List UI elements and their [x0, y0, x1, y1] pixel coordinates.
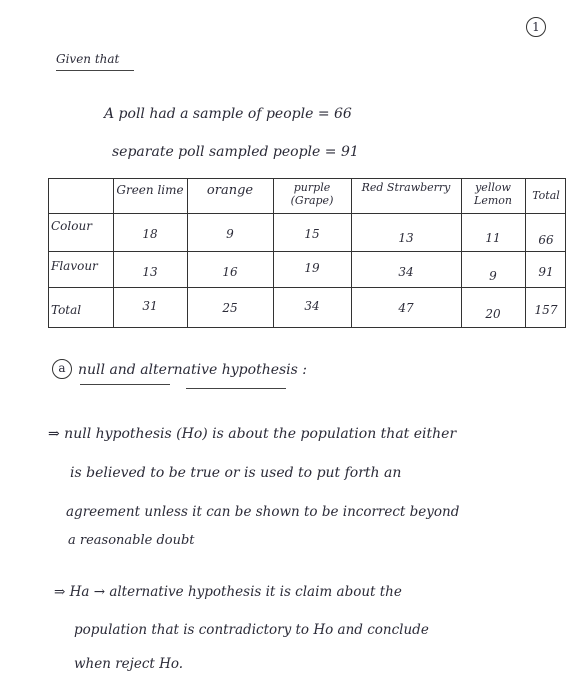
cell: 91	[538, 265, 554, 279]
table-vline	[351, 179, 352, 327]
alt-line-1: ⇒ Ha → alternative hypothesis it is claim about the	[54, 584, 402, 600]
table-hline	[49, 251, 565, 252]
alt-line-2: population that is contradictory to Ho and conclude	[74, 622, 429, 638]
header-orange: orange	[206, 183, 254, 198]
row-label-flavour: Flavour	[51, 259, 98, 273]
table-vline	[113, 179, 114, 327]
cell: 13	[398, 231, 414, 245]
cell: 66	[538, 233, 554, 247]
null-line-3: agreement unless it can be shown to be incorrect beyond	[66, 504, 460, 520]
table-hline	[49, 213, 565, 214]
part-a-heading: null and alternative hypothesis :	[78, 362, 308, 378]
part-a-underline	[80, 384, 170, 385]
part-a-marker: a	[52, 359, 72, 379]
header-green-lime: Green lime	[116, 183, 184, 197]
cell: 19	[304, 261, 320, 275]
null-line-1: ⇒ null hypothesis (Ho) is about the population that either	[48, 426, 457, 442]
table-vline	[525, 179, 526, 327]
given-line-1: A poll had a sample of people = 66	[104, 106, 352, 122]
given-heading-underline	[56, 70, 134, 71]
table-vline	[461, 179, 462, 327]
cell: 13	[142, 265, 158, 279]
table-hline	[49, 287, 565, 288]
page-number: 1	[526, 17, 546, 37]
given-heading: Given that	[56, 52, 120, 66]
row-label-total: Total	[51, 303, 82, 317]
cell: 9	[226, 227, 234, 241]
null-line-2: is believed to be true or is used to put forth an	[70, 465, 402, 481]
row-label-colour: Colour	[51, 219, 92, 233]
cell: 25	[222, 301, 238, 315]
data-table	[48, 178, 566, 328]
cell: 9	[489, 269, 497, 283]
cell: 15	[304, 227, 320, 241]
cell: 11	[485, 231, 501, 245]
cell: 157	[534, 303, 558, 317]
part-a-underline	[186, 388, 286, 389]
cell: 31	[142, 299, 158, 313]
given-line-2: separate poll sampled people = 91	[112, 144, 359, 160]
header-total: Total	[532, 189, 560, 202]
cell: 16	[222, 265, 238, 279]
cell: 47	[398, 301, 414, 315]
cell: 34	[304, 299, 320, 313]
table-vline	[273, 179, 274, 327]
header-red-strawberry: Red Strawberry	[361, 181, 451, 194]
cell: 34	[398, 265, 414, 279]
header-purple-grape: purple (Grape)	[290, 181, 334, 207]
alt-line-3: when reject Ho.	[74, 656, 184, 672]
cell: 18	[142, 227, 158, 241]
header-yellow-lemon: yellow Lemon	[474, 181, 512, 207]
null-line-4: a reasonable doubt	[68, 533, 195, 548]
table-vline	[187, 179, 188, 327]
cell: 20	[485, 307, 501, 321]
